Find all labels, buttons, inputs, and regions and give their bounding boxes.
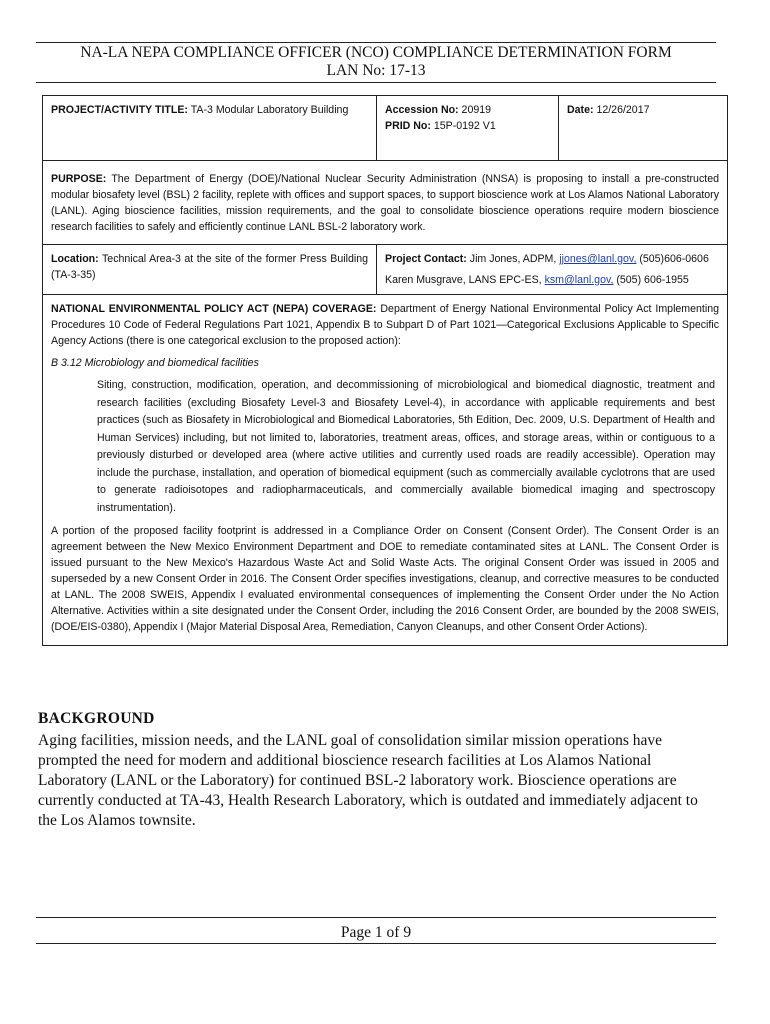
accession-cell xyxy=(377,96,559,160)
title-row xyxy=(43,96,727,161)
page-header xyxy=(36,44,716,80)
accession-value: 20919 xyxy=(461,104,492,116)
determination-form xyxy=(42,95,728,646)
date-label: Date: xyxy=(567,104,594,116)
location-row xyxy=(43,245,727,295)
nepa-coverage xyxy=(51,301,719,349)
contact1-email-link[interactable]: jjones@lanl.gov, xyxy=(559,253,637,265)
contact2-phone: (505) 606-1955 xyxy=(616,274,689,286)
date-value: 12/26/2017 xyxy=(596,104,650,116)
exclusion-text: Siting, construction, modification, operation, and decommissioning of microbiological and biomedical diagnostic, treatment and research facilities (excluding Biosafety Level-3 and Biosafety Level-4), in accordance with applicable requirements and best practices (such as Biosafety in Microbiological and Biomedical Laboratories, 5th Edition, Dec. 2009, U.S. Department of Health and Human Services) including, but not limited to, laboratories, treatment areas, offices, and storage areas, within or contiguous to a previously disturbed or developed area (where active utilities and currently used roads are readily accessible). Operation may include the purchase, installation, and operation of biomedical equipment (such as commercially available cyclotrons that are used to generate radioisotopes and radiopharmaceuticals, and commercially available biomedical imaging and spectroscopy instrumentation). xyxy=(97,379,715,514)
accession-label: Accession No: xyxy=(385,104,459,116)
contact2-email-link[interactable]: ksm@lanl.gov, xyxy=(544,274,614,286)
prid-label: PRID No: xyxy=(385,120,431,132)
contact-cell xyxy=(377,245,727,294)
page-number: Page 1 of 9 xyxy=(340,924,412,941)
location-cell xyxy=(43,245,377,294)
purpose-label: PURPOSE: xyxy=(51,173,107,185)
footer-bottom-rule xyxy=(36,943,716,944)
background-text: Aging facilities, mission needs, and the LANL goal of consolidation similar mission operations have prompted the need for modern and additional bioscience research facilities at Los Alamos National Laboratory (LANL or the Laboratory) for continued BSL-2 laboratory work. Bioscience operations are currently conducted at TA-43, Health Research Laboratory, which is outdated and immediately adjacent to the Los Alamos townsite. xyxy=(38,732,698,829)
header-bottom-rule xyxy=(36,82,716,83)
date-cell xyxy=(559,96,727,160)
contact1-name: Jim Jones, ADPM, xyxy=(469,253,557,265)
purpose-cell xyxy=(43,161,727,244)
location-label: Location: xyxy=(51,253,99,265)
contact-label: Project Contact: xyxy=(385,253,467,265)
contact1-phone: (505)606-0606 xyxy=(639,253,709,265)
exclusion-title: B 3.12 Microbiology and biomedical facilities xyxy=(51,357,259,369)
purpose-text: The Department of Energy (DOE)/National Nuclear Security Administration (NNSA) is proposing to install a pre-constructed modular biosafety level (BSL) 2 facility, replete with offices and support spaces, to support bioscience work at Los Alamos National Laboratory (LANL). Aging bioscience facilities, mission requirements, and the goal to consolidate bioscience operations require modern bioscience research facilities to safely and efficiently continue LANL BSL-2 laboratory work. xyxy=(51,173,719,233)
contact2-name: Karen Musgrave, LANS EPC-ES, xyxy=(385,274,542,286)
purpose-row xyxy=(43,161,727,245)
project-title-label: PROJECT/ACTIVITY TITLE: xyxy=(51,104,188,116)
project-title-value: TA-3 Modular Laboratory Building xyxy=(190,104,349,116)
form-title: NA-LA NEPA COMPLIANCE OFFICER (NCO) COMPLIANCE DETERMINATION FORM xyxy=(80,44,672,61)
nepa-row xyxy=(43,295,727,645)
nepa-text: Department of Energy National Environmental Policy Act Implementing Procedures 10 Code of Federal Regulations Part 1021, Appendix B to Subpart D of Part 1021—Categorical Exclusions Applicable to Specific Agency Actions (there is one categorical exclusion to the proposed action): xyxy=(51,303,719,347)
lan-number: LAN No: 17-13 xyxy=(326,62,426,79)
background-heading: BACKGROUND xyxy=(38,710,155,727)
nepa-cell xyxy=(43,295,727,645)
footer-top-rule xyxy=(36,917,716,918)
location-value: Technical Area-3 at the site of the former Press Building (TA-3-35) xyxy=(51,253,368,281)
project-title-cell xyxy=(43,96,377,160)
nepa-label: NATIONAL ENVIRONMENTAL POLICY ACT (NEPA) COVERAGE: xyxy=(51,303,377,315)
consent-order-text: A portion of the proposed facility footprint is addressed in a Compliance Order on Consent (Consent Order). The Consent Order is an agreement between the New Mexico Environment Department and DOE to remediate contaminated sites at LANL. The Consent Order is issued pursuant to the New Mexico's Hazardous Waste Act and Solid Waste Acts. The original Consent Order was issued in 2005 and superseded by a new Consent Order in 2016. The Consent Order specifies investigations, cleanup, and corrective measures to be conducted at LANL. The 2008 SWEIS, Appendix I evaluated environmental consequences of implementing the Consent Order under the No Action Alternative. Activities within a site designated under the Consent Order, including the 2016 Consent Order, are bounded by the 2008 SWEIS, (DOE/EIS-0380), Appendix I (Major Material Disposal Area, Remediation, Canyon Cleanups, and other Consent Order Actions). xyxy=(51,525,719,633)
prid-value: 15P-0192 V1 xyxy=(433,120,496,132)
top-rule xyxy=(36,42,716,43)
